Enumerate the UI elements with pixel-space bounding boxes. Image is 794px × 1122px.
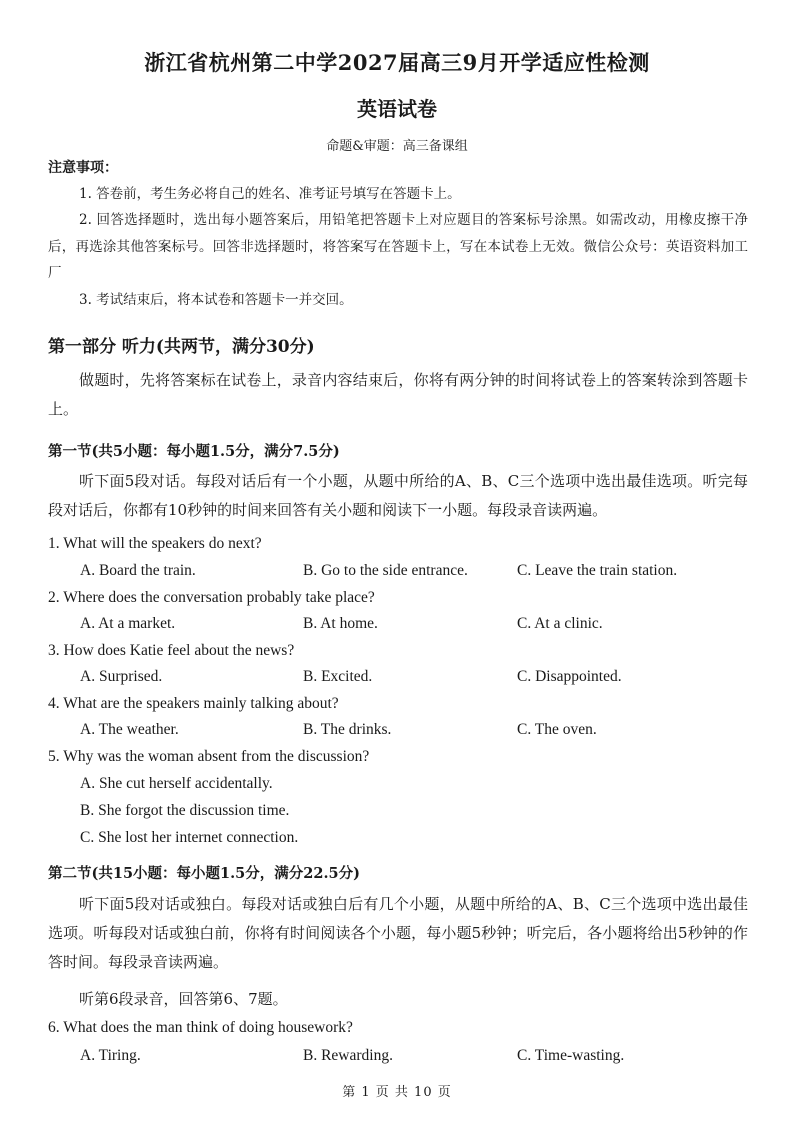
q6-option-b: B. Rewarding. <box>303 1047 393 1064</box>
note-item-3: 3. 考试结束后，将本试卷和答题卡一并交回。 <box>79 292 353 308</box>
q4-option-a: A. The weather. <box>80 721 179 738</box>
section2-group-note: 听第6段录音，回答第6、7题。 <box>79 990 288 1008</box>
question-2: 2. Where does the conversation probably take place? <box>48 589 375 606</box>
question-3: 3. How does Katie feel about the news? <box>48 642 295 659</box>
exam-subtitle: 英语试卷 <box>357 97 437 121</box>
question-4: 4. What are the speakers mainly talking about? <box>48 695 339 712</box>
section2-heading: 第二节(共15小题：每小题1.5分，满分22.5分) <box>48 865 360 882</box>
page-footer: 第 1 页 共 10 页 <box>342 1085 452 1100</box>
notes-heading: 注意事项： <box>48 160 118 176</box>
q2-option-a: A. At a market. <box>80 615 176 632</box>
section1-intro: 听下面5段对话。每段对话后有一个小题，从题中所给的A、B、C三个选项中选出最佳选项。听完每段对话后，你都有10秒钟的时间来回答有关小题和阅读下一小题。每段录音读两遍。 <box>48 472 748 519</box>
part1-intro: 做题时，先将答案标在试卷上，录音内容结束后，你将有两分钟的时间将试卷上的答案转涂到答题卡上。 <box>48 371 748 418</box>
q3-option-c: C. Disappointed. <box>517 668 622 685</box>
section2-intro: 听下面5段对话或独白。每段对话或独白后有几个小题，从题中所给的A、B、C三个选项中选出最佳选项。听每段对话或独白前，你将有时间阅读各个小题，每小题5秒钟；听完后，各小题将给出5秒钟的作答时间。每段录音读两遍。 <box>48 895 748 971</box>
q4-option-b: B. The drinks. <box>303 721 392 738</box>
exam-title: 浙江省杭州第二中学2027届高三9月开学适应性检测 <box>144 50 650 75</box>
q3-option-b: B. Excited. <box>303 668 373 685</box>
setter-line: 命题&审题：高三备课组 <box>326 139 468 154</box>
q3-option-a: A. Surprised. <box>80 668 163 685</box>
question-6: 6. What does the man think of doing housework? <box>48 1019 353 1036</box>
q5-option-a: A. She cut herself accidentally. <box>80 775 273 792</box>
section1-heading: 第一节(共5小题：每小题1.5分，满分7.5分) <box>48 443 340 460</box>
q2-option-b: B. At home. <box>303 615 378 632</box>
note-item-2: 2. 回答选择题时，选出每小题答案后，用铅笔把答题卡上对应题目的答案标号涂黑。如需改动，用橡皮擦干净后，再选涂其他答案标号。回答非选择题时，将答案写在答题卡上，写在本试卷上无效。微信公众号：英语资料加工厂 <box>48 212 748 281</box>
q6-option-c: C. Time-wasting. <box>517 1047 625 1064</box>
note-item-1: 1. 答卷前，考生务必将自己的姓名、准考证号填写在答题卡上。 <box>79 186 461 202</box>
q5-option-b: B. She forgot the discussion time. <box>80 802 290 819</box>
question-5: 5. Why was the woman absent from the discussion? <box>48 748 370 765</box>
question-1: 1. What will the speakers do next? <box>48 535 262 552</box>
q2-option-c: C. At a clinic. <box>517 615 603 632</box>
part1-heading: 第一部分 听力(共两节，满分30分) <box>48 337 315 357</box>
q1-option-c: C. Leave the train station. <box>517 562 678 579</box>
q1-option-b: B. Go to the side entrance. <box>303 562 468 579</box>
q1-option-a: A. Board the train. <box>80 562 196 579</box>
q4-option-c: C. The oven. <box>517 721 597 738</box>
q6-option-a: A. Tiring. <box>80 1047 141 1064</box>
q5-option-c: C. She lost her internet connection. <box>80 829 299 846</box>
